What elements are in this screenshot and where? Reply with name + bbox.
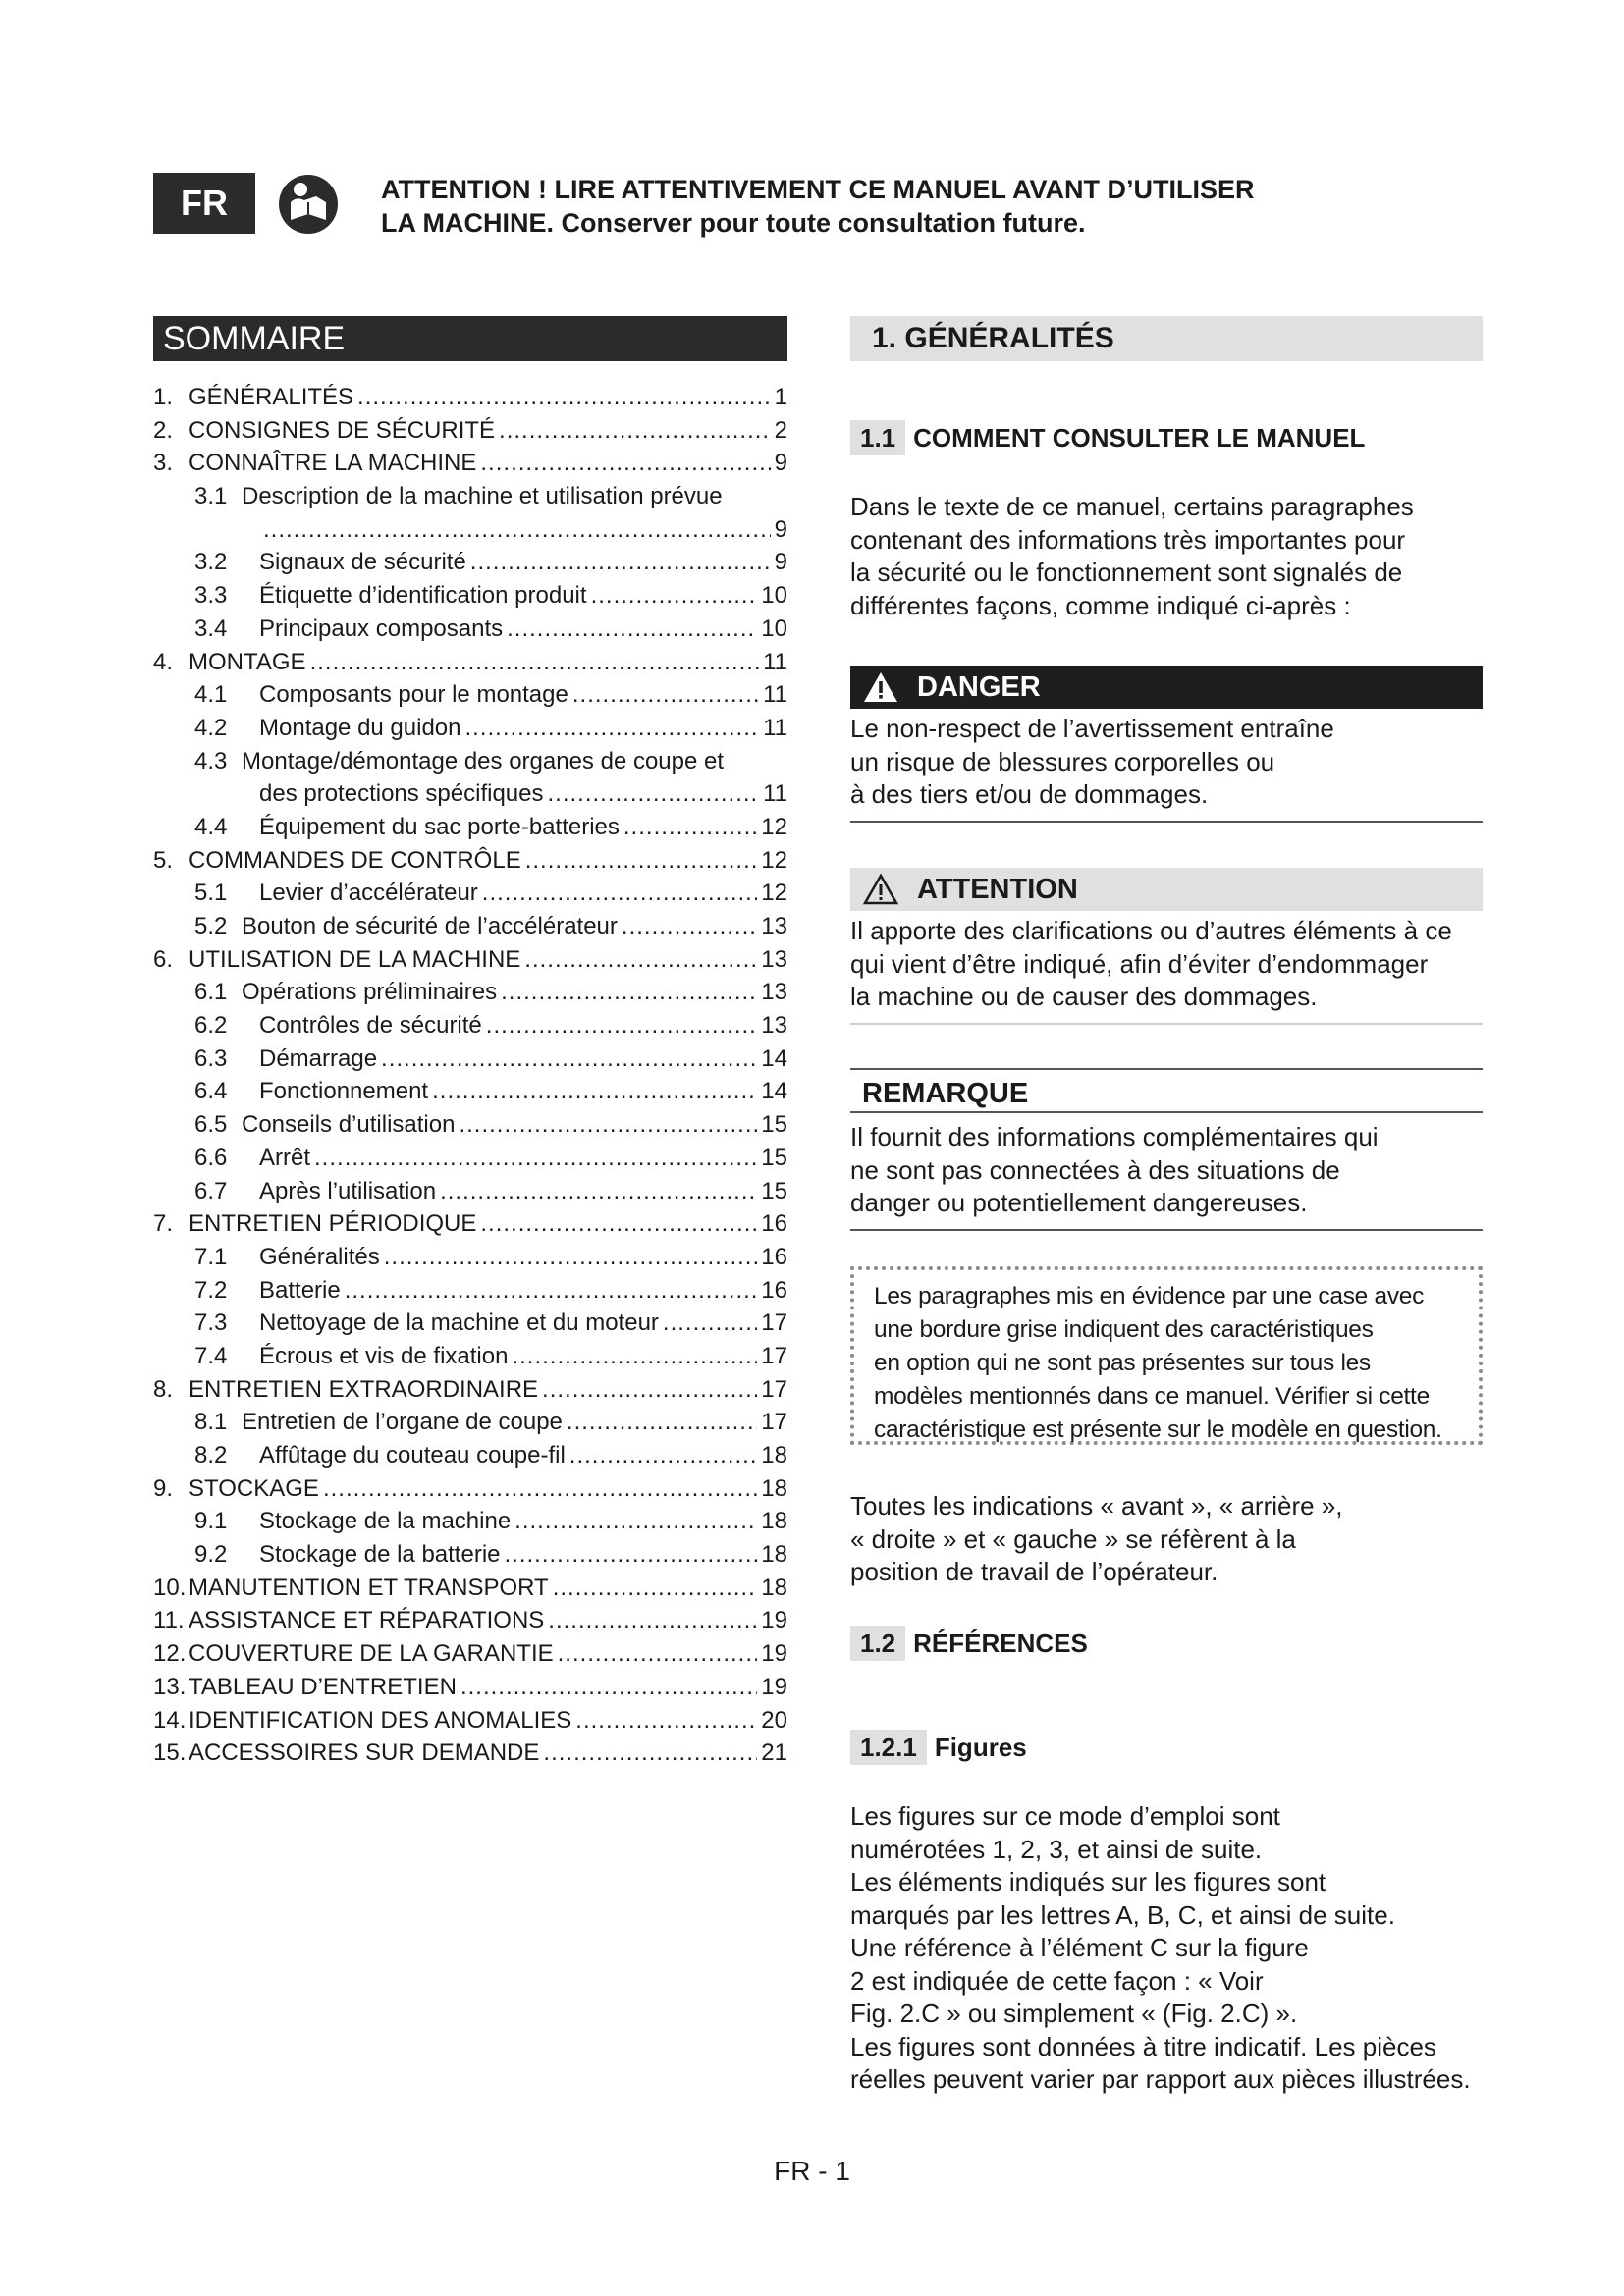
- toc-entry[interactable]: [153, 1108, 787, 1142]
- toc-entry-page: 18: [761, 1474, 787, 1502]
- text-line: modèles mentionnés dans ce manuel. Vérifier si cette: [874, 1383, 1430, 1410]
- indications-paragraph: [850, 1490, 1483, 1589]
- toc-entry-page: 11: [763, 780, 787, 808]
- toc-entry-title: Fonctionnement: [259, 1078, 429, 1105]
- toc-entry-title: Batterie: [259, 1276, 341, 1304]
- text-line: Une référence à l’élément C sur la figure: [850, 1933, 1309, 1962]
- page-number: FR - 1: [774, 2156, 850, 2186]
- toc-entry-title: CONNAÎTRE LA MACHINE: [189, 450, 477, 477]
- toc-entry-title: ENTRETIEN PÉRIODIQUE: [189, 1210, 477, 1238]
- toc-entry-title: GÉNÉRALITÉS: [189, 384, 354, 410]
- divider: [850, 1023, 1483, 1025]
- toc-entry[interactable]: [153, 381, 787, 414]
- toc-entry-title: Écrous et vis de fixation: [259, 1342, 509, 1369]
- toc-entry-page: 11: [763, 714, 787, 741]
- toc-entry-number: 7.3: [194, 1309, 228, 1337]
- text-line: Il apporte des clarifications ou d’autres éléments à ce: [850, 916, 1452, 945]
- toc-entry[interactable]: [153, 811, 787, 844]
- toc-entry-page: 13: [761, 979, 787, 1006]
- toc-dot-leader: [499, 414, 771, 447]
- toc-entry-number: 3.4: [194, 614, 228, 642]
- toc-entry-number: 7.2: [194, 1276, 228, 1304]
- toc-entry-number: 7.1: [194, 1243, 228, 1270]
- divider: [850, 1111, 1483, 1113]
- toc-entry-page: 17: [761, 1409, 787, 1436]
- toc-dot-leader: [542, 1373, 757, 1406]
- toc-entry[interactable]: [153, 1042, 787, 1076]
- toc-entry-title: Équipement du sac porte-batteries: [259, 813, 620, 840]
- toc-entry[interactable]: [153, 480, 787, 513]
- toc-entry-number: 3.3: [194, 582, 228, 610]
- toc-dot-leader: [505, 1538, 758, 1571]
- toc-entry-number: 9.1: [194, 1508, 228, 1535]
- toc-entry-page: 17: [761, 1342, 787, 1369]
- text-line: marqués par les lettres A, B, C, et ainsi de suite.: [850, 1899, 1395, 1930]
- toc-dot-leader: [470, 546, 771, 578]
- toc-entry[interactable]: [153, 1340, 787, 1373]
- toc-entry[interactable]: [153, 1406, 787, 1439]
- toc-entry-number: 1.: [153, 384, 174, 410]
- toc-entry[interactable]: [153, 877, 787, 910]
- toc-entry-title: Levier d’accélérateur: [259, 880, 478, 907]
- toc-entry-number: 4.3: [194, 747, 228, 774]
- text-line: Les paragraphes mis en évidence par une case avec: [874, 1283, 1425, 1309]
- toc-entry-title: ACCESSOIRES SUR DEMANDE: [189, 1739, 540, 1767]
- toc-entry-number: 3.1: [194, 483, 228, 510]
- divider: [850, 1068, 1483, 1070]
- figures-paragraph: [850, 1800, 1483, 2097]
- text-line: réelles peuvent varier par rapport aux pièces illustrées.: [850, 2064, 1471, 2094]
- text-line: contenant des informations très importantes pour: [850, 524, 1406, 555]
- page-header: [153, 167, 1479, 245]
- warning-heading: [381, 173, 1254, 240]
- toc-entry-title: Étiquette d’identification produit: [259, 582, 587, 610]
- text-line: Le non-respect de l’avertissement entraîne: [850, 714, 1334, 743]
- toc-dot-leader: [543, 1736, 757, 1769]
- text-line: Les figures sont données à titre indicatif. Les pièces: [850, 2031, 1436, 2061]
- toc-entry-page: 11: [763, 681, 787, 709]
- toc-entry-number: 6.4: [194, 1078, 228, 1105]
- toc-entry-title: Arrêt: [259, 1144, 311, 1171]
- text-line: numérotées 1, 2, 3, et ainsi de suite.: [850, 1834, 1263, 1864]
- toc-dot-leader: [482, 877, 758, 909]
- toc-entry-title: UTILISATION DE LA MACHINE: [189, 945, 521, 973]
- toc-entry-number: 6.5: [194, 1111, 228, 1139]
- toc-entry-page: 17: [761, 1375, 787, 1403]
- toc-entry-title: MONTAGE: [189, 648, 306, 675]
- toc-entry-page: 1: [774, 384, 787, 410]
- toc-entry-number: 8.1: [194, 1409, 228, 1436]
- warning-line-1: ATTENTION ! LIRE ATTENTIVEMENT CE MANUEL AVANT D’UTILISER: [381, 175, 1255, 204]
- toc-entry-page: 15: [761, 1144, 787, 1171]
- text-line: Les figures sur ce mode d’emploi sont: [850, 1801, 1280, 1831]
- toc-entry-page: 2: [774, 416, 787, 444]
- toc-entry-page: 10: [761, 582, 787, 610]
- toc-dot-leader: [432, 1075, 757, 1107]
- toc-entry-number: 14.: [153, 1706, 187, 1734]
- toc-entry-number: 6.6: [194, 1144, 228, 1171]
- toc-entry-number: 7.4: [194, 1342, 228, 1369]
- warning-line-2: LA MACHINE. Conserver pour toute consultation future.: [381, 208, 1086, 238]
- remarque-label: REMARQUE: [862, 1078, 1029, 1109]
- toc-entry-page: 9: [774, 549, 787, 576]
- toc-entry-title: Entretien de l’organe de coupe: [242, 1409, 563, 1436]
- toc-entry[interactable]: [153, 745, 787, 778]
- danger-paragraph: [850, 713, 1483, 812]
- toc-entry-number: 3.2: [194, 549, 228, 576]
- toc-dot-leader: [524, 943, 757, 976]
- toc-entry-number: 6.3: [194, 1044, 228, 1072]
- toc-entry-page: 19: [761, 1607, 787, 1634]
- divider: [850, 1229, 1483, 1231]
- toc-entry-title: Contrôles de sécurité: [259, 1012, 482, 1040]
- toc-entry[interactable]: [153, 1572, 787, 1605]
- subsection-number: 1.2: [850, 1626, 905, 1661]
- toc-entry-title: CONSIGNES DE SÉCURITÉ: [189, 416, 496, 444]
- toc-entry-title: Description de la machine et utilisation prévue: [242, 483, 723, 510]
- toc-dot-leader: [514, 1505, 757, 1537]
- toc-entry[interactable]: [153, 1472, 787, 1506]
- toc-entry-title: Principaux composants: [259, 614, 504, 642]
- subsection-1-2-heading: [850, 1626, 1088, 1661]
- text-line: un risque de blessures corporelles ou: [850, 746, 1275, 776]
- toc-dot-leader: [567, 1406, 757, 1438]
- toc-dot-leader: [553, 1572, 758, 1604]
- toc-entry-page: 9: [774, 515, 787, 543]
- toc-entry-page: 18: [761, 1574, 787, 1601]
- toc-entry[interactable]: [153, 1538, 787, 1572]
- toc-entry-title: Après l’utilisation: [259, 1177, 437, 1204]
- toc-entry[interactable]: [153, 1142, 787, 1175]
- toc-entry-title: TABLEAU D’ENTRETIEN: [189, 1673, 457, 1700]
- toc-entry-title: ENTRETIEN EXTRAORDINAIRE: [189, 1375, 539, 1403]
- toc-entry-title: Signaux de sécurité: [259, 549, 466, 576]
- subsection-1-1-heading: [850, 420, 1365, 455]
- toc-entry[interactable]: [153, 646, 787, 679]
- toc-entry-number: 7.: [153, 1210, 174, 1238]
- text-line: Dans le texte de ce manuel, certains paragraphes: [850, 492, 1414, 521]
- toc-dot-leader: [440, 1175, 757, 1207]
- toc-dot-leader: [572, 678, 759, 711]
- toc-entry[interactable]: [153, 513, 787, 547]
- text-line: différentes façons, comme indiqué ci-après :: [850, 590, 1351, 620]
- toc-entry-number: 5.2: [194, 913, 228, 939]
- toc-entry-title: Bouton de sécurité de l’accélérateur: [242, 913, 618, 939]
- toc-entry-page: 19: [761, 1673, 787, 1700]
- toc-dot-leader: [512, 1340, 757, 1372]
- toc-entry-title: Conseils d’utilisation: [242, 1111, 456, 1139]
- toc-dot-leader: [591, 579, 758, 612]
- toc-entry[interactable]: [153, 1207, 787, 1241]
- toc-dot-leader: [460, 1671, 757, 1703]
- toc-entry-title: des protections spécifiques: [259, 780, 544, 808]
- toc-entry-page: 18: [761, 1442, 787, 1468]
- toc-entry[interactable]: [153, 546, 787, 579]
- text-line: qui vient d’être indiqué, afin d’éviter d’endommager: [850, 948, 1429, 979]
- text-line: une bordure grise indiquent des caractéristiques: [874, 1316, 1374, 1343]
- toc-entry[interactable]: [153, 1604, 787, 1637]
- toc-dot-leader: [465, 712, 760, 744]
- toc-entry-page: 14: [761, 1044, 787, 1072]
- warning-triangle-icon: [862, 670, 899, 704]
- toc-entry-page: 20: [761, 1706, 787, 1734]
- table-of-contents: [153, 381, 787, 1770]
- toc-entry[interactable]: [153, 447, 787, 480]
- toc-entry[interactable]: [153, 1704, 787, 1737]
- toc-dot-leader: [345, 1274, 758, 1307]
- toc-entry[interactable]: [153, 1373, 787, 1407]
- toc-entry-number: 4.4: [194, 813, 228, 840]
- text-line: caractéristique est présente sur le modèle en question.: [874, 1416, 1442, 1443]
- toc-entry-number: 9.2: [194, 1541, 228, 1569]
- toc-entry-title: ASSISTANCE ET RÉPARATIONS: [189, 1607, 545, 1634]
- toc-dot-leader: [323, 1472, 757, 1505]
- text-line: « droite » et « gauche » se réfèrent à la: [850, 1523, 1296, 1554]
- toc-entry[interactable]: [153, 678, 787, 712]
- toc-entry[interactable]: [153, 1009, 787, 1042]
- toc-entry-page: 18: [761, 1541, 787, 1569]
- toc-dot-leader: [357, 381, 771, 413]
- remarque-paragraph: [850, 1121, 1483, 1220]
- toc-entry-title: Affûtage du couteau coupe-fil: [259, 1442, 566, 1468]
- text-line: Fig. 2.C » ou simplement « (Fig. 2.C) ».: [850, 1999, 1298, 2028]
- toc-dot-leader: [459, 1108, 757, 1141]
- toc-entry-number: 5.: [153, 846, 174, 874]
- toc-entry-number: 8.: [153, 1375, 174, 1403]
- toc-dot-leader: [548, 1604, 757, 1636]
- toc-entry-number: 6.7: [194, 1177, 228, 1204]
- attention-label: ATTENTION: [917, 874, 1078, 905]
- toc-dot-leader: [558, 1637, 758, 1670]
- toc-entry-page: 9: [774, 450, 787, 477]
- toc-entry[interactable]: [153, 1274, 787, 1308]
- toc-entry-page: 12: [761, 813, 787, 840]
- toc-entry-number: 13.: [153, 1673, 187, 1700]
- subsection-title: Figures: [934, 1733, 1027, 1762]
- toc-entry-number: 9.: [153, 1474, 174, 1502]
- subsection-title: COMMENT CONSULTER LE MANUEL: [913, 423, 1366, 453]
- toc-dot-leader: [575, 1704, 757, 1736]
- toc-entry-number: 6.1: [194, 979, 228, 1006]
- divider: [850, 821, 1483, 823]
- toc-dot-leader: [263, 513, 771, 547]
- attention-banner: [850, 868, 1483, 911]
- subsection-number: 1.2.1: [850, 1730, 927, 1765]
- toc-entry[interactable]: [153, 1439, 787, 1472]
- text-line: 2 est indiquée de cette façon : « Voir: [850, 1965, 1264, 1996]
- toc-entry[interactable]: [153, 1307, 787, 1340]
- text-line: ne sont pas connectées à des situations de: [850, 1154, 1340, 1185]
- toc-dot-leader: [525, 844, 758, 877]
- toc-dot-leader: [384, 1241, 758, 1273]
- toc-entry-number: 3.: [153, 450, 174, 477]
- toc-entry-number: 11.: [153, 1607, 185, 1634]
- toc-entry-page: 13: [761, 945, 787, 973]
- toc-entry[interactable]: [153, 1505, 787, 1538]
- toc-entry-title: MANUTENTION ET TRANSPORT: [189, 1574, 549, 1601]
- toc-entry[interactable]: [153, 943, 787, 977]
- toc-entry-number: 4.2: [194, 714, 228, 741]
- toc-entry-page: 15: [761, 1111, 787, 1139]
- toc-entry-title: Démarrage: [259, 1044, 378, 1072]
- toc-entry-number: 4.: [153, 648, 174, 675]
- toc-entry-number: 10.: [153, 1574, 187, 1601]
- toc-entry-page: 11: [763, 648, 787, 675]
- toc-entry[interactable]: [153, 613, 787, 646]
- toc-entry-title: COUVERTURE DE LA GARANTIE: [189, 1640, 554, 1668]
- toc-entry-number: 6.2: [194, 1012, 228, 1040]
- toc-entry-page: 21: [761, 1739, 787, 1767]
- toc-entry-page: 16: [761, 1210, 787, 1238]
- toc-entry-number: 5.1: [194, 880, 228, 907]
- toc-entry[interactable]: [153, 1175, 787, 1208]
- toc-entry-page: 10: [761, 614, 787, 642]
- toc-entry-title: IDENTIFICATION DES ANOMALIES: [189, 1706, 572, 1734]
- text-line: en option qui ne sont pas présentes sur tous les: [874, 1350, 1371, 1376]
- toc-title: SOMMAIRE: [153, 316, 787, 361]
- toc-entry[interactable]: [153, 1241, 787, 1274]
- toc-entry-number: 2.: [153, 416, 174, 444]
- language-badge: FR: [153, 173, 255, 234]
- toc-entry[interactable]: [153, 844, 787, 878]
- toc-entry-title: Montage du guidon: [259, 714, 461, 741]
- toc-dot-leader: [663, 1307, 757, 1339]
- toc-entry[interactable]: [153, 976, 787, 1009]
- toc-entry-number: 15.: [153, 1739, 187, 1767]
- toc-entry[interactable]: [153, 1075, 787, 1108]
- toc-dot-leader: [310, 646, 760, 678]
- toc-entry-page: 14: [761, 1078, 787, 1105]
- text-line: danger ou potentiellement dangereuses.: [850, 1188, 1308, 1217]
- toc-entry-number: 12.: [153, 1640, 187, 1668]
- toc-entry-title: Nettoyage de la machine et du moteur: [259, 1309, 659, 1337]
- toc-entry-number: 8.2: [194, 1442, 228, 1468]
- toc-dot-leader: [623, 811, 757, 843]
- toc-entry-title: Stockage de la machine: [259, 1508, 512, 1535]
- toc-entry-title: Généralités: [259, 1243, 380, 1270]
- toc-entry-page: 17: [761, 1309, 787, 1337]
- text-line: Il fournit des informations complémentaires qui: [850, 1122, 1379, 1151]
- toc-dot-leader: [480, 1207, 757, 1240]
- toc-dot-leader: [381, 1042, 757, 1075]
- toc-entry-title: Composants pour le montage: [259, 681, 568, 709]
- intro-paragraph: [850, 491, 1483, 622]
- toc-dot-leader: [507, 613, 757, 645]
- toc-dot-leader: [501, 976, 757, 1008]
- section-title: 1. GÉNÉRALITÉS: [850, 316, 1483, 361]
- toc-dot-leader: [569, 1439, 758, 1471]
- toc-entry-title: Montage/démontage des organes de coupe et: [242, 747, 725, 774]
- text-line: position de travail de l’opérateur.: [850, 1557, 1218, 1586]
- text-line: Les éléments indiqués sur les figures sont: [850, 1867, 1326, 1896]
- toc-entry-page: 18: [761, 1508, 787, 1535]
- toc-entry-page: 19: [761, 1640, 787, 1668]
- toc-entry-page: 15: [761, 1177, 787, 1204]
- toc-entry[interactable]: [153, 1736, 787, 1770]
- toc-dot-leader: [486, 1009, 758, 1041]
- toc-entry[interactable]: [153, 712, 787, 745]
- attention-paragraph: [850, 915, 1483, 1014]
- toc-entry-title: COMMANDES DE CONTRÔLE: [189, 846, 521, 874]
- toc-entry-title: Stockage de la batterie: [259, 1541, 501, 1569]
- toc-entry-title: Opérations préliminaires: [242, 979, 498, 1006]
- toc-entry-page: 12: [761, 846, 787, 874]
- danger-banner: [850, 666, 1483, 709]
- toc-entry-page: 13: [761, 1012, 787, 1040]
- toc-entry-page: 12: [761, 880, 787, 907]
- subsection-number: 1.1: [850, 420, 905, 455]
- text-line: la sécurité ou le fonctionnement sont signalés de: [850, 558, 1403, 587]
- toc-dot-leader: [548, 777, 760, 811]
- subsection-title: RÉFÉRENCES: [913, 1629, 1088, 1658]
- toc-entry[interactable]: [153, 910, 787, 943]
- danger-label: DANGER: [917, 671, 1041, 703]
- toc-entry-page: 13: [761, 913, 787, 939]
- toc-entry[interactable]: [153, 777, 787, 811]
- toc-entry-title: STOCKAGE: [189, 1474, 319, 1502]
- toc-entry[interactable]: [153, 414, 787, 448]
- toc-dot-leader: [622, 910, 757, 942]
- text-line: la machine ou de causer des dommages.: [850, 982, 1318, 1011]
- warning-triangle-outline-icon: [862, 873, 899, 906]
- toc-entry-page: 16: [761, 1243, 787, 1270]
- toc-entry[interactable]: [153, 579, 787, 613]
- toc-dot-leader: [480, 447, 770, 479]
- subsection-1-2-1-heading: [850, 1730, 1027, 1765]
- toc-entry-page: 16: [761, 1276, 787, 1304]
- toc-entry[interactable]: [153, 1637, 787, 1671]
- toc-entry-number: 4.1: [194, 681, 228, 709]
- toc-dot-leader: [314, 1142, 757, 1174]
- toc-entry[interactable]: [153, 1671, 787, 1704]
- toc-entry-number: 6.: [153, 945, 174, 973]
- read-manual-icon: [277, 173, 340, 236]
- optional-feature-box: [850, 1266, 1483, 1445]
- text-line: à des tiers et/ou de dommages.: [850, 779, 1209, 809]
- text-line: Toutes les indications « avant », « arrière »,: [850, 1491, 1343, 1521]
